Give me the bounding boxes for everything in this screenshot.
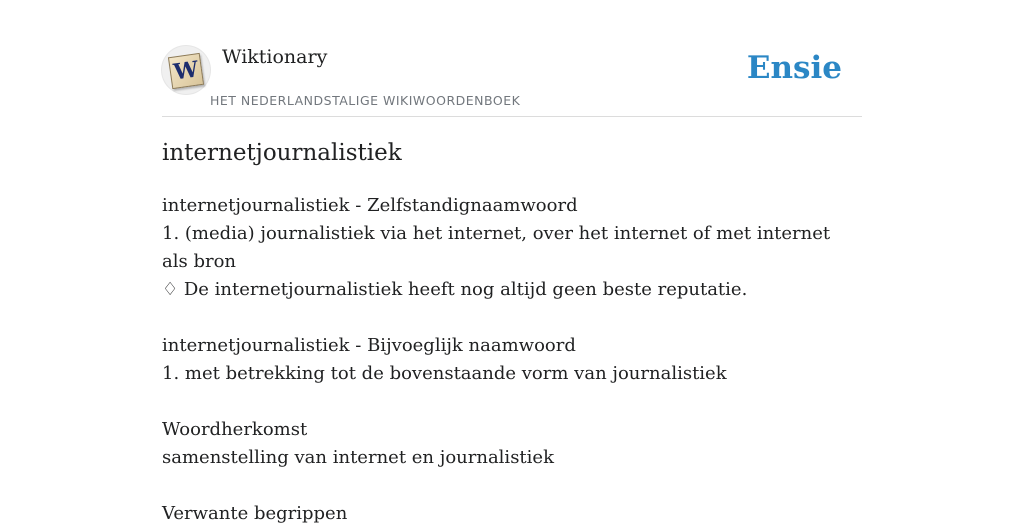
wiktionary-logo-icon[interactable]: [162, 46, 210, 94]
related-heading: Verwante begrippen: [162, 503, 348, 524]
site-title[interactable]: Wiktionary: [222, 46, 328, 68]
logo-letter: W: [171, 56, 201, 86]
entry-heading: internetjournalistiek - Zelfstandignaamwoord: [162, 195, 578, 216]
etymology-heading: Woordherkomst: [162, 419, 308, 440]
site-tagline: HET NEDERLANDSTALIGE WIKIWOORDENBOEK: [210, 93, 521, 108]
entry-definition: 1. (media) journalistiek via het internet, over het internet of met internet als bron: [162, 223, 831, 272]
entry-heading: internetjournalistiek - Bijvoeglijk naamwoord: [162, 335, 576, 356]
logo-tile: [168, 53, 204, 89]
page-title: internetjournalistiek: [162, 140, 402, 166]
ensie-logo-link[interactable]: Ensie: [746, 50, 842, 86]
entry-definition: 1. met betrekking tot de bovenstaande vorm van journalistiek: [162, 363, 727, 384]
article-content: [162, 192, 842, 528]
site-header: [162, 42, 862, 117]
entry-example: ♢ De internetjournalistiek heeft nog altijd geen beste reputatie.: [162, 279, 748, 300]
etymology-text: samenstelling van internet en journalistiek: [162, 447, 554, 468]
